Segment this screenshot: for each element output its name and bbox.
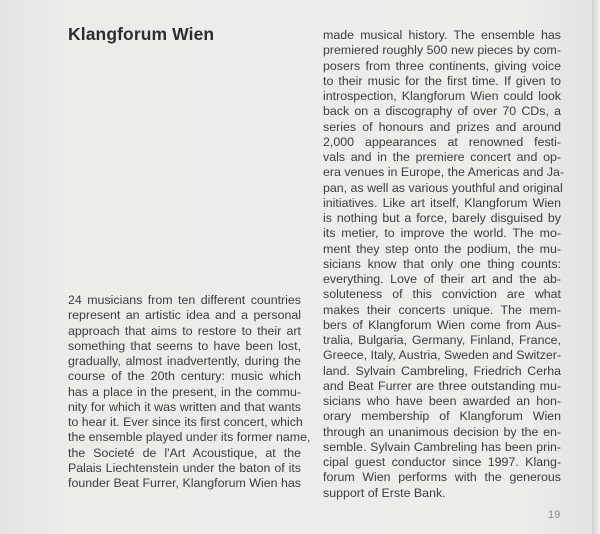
text-line: nity for which it was written and that wants <box>68 399 301 414</box>
text-line: Palais Liechtenstein under the baton of its <box>68 460 301 475</box>
text-line: premiered roughly 500 new pieces by com- <box>323 43 561 58</box>
text-line: pan, as well as various youthful and original <box>323 180 563 195</box>
page-number: 19 <box>548 509 561 521</box>
text-line: vals and in the premiere concert and op- <box>323 150 561 164</box>
text-line: era venues in Europe, the Americas and Ja- <box>323 165 565 180</box>
text-line: ment they step onto the podium, the mu- <box>323 241 561 256</box>
text-line: its metier, to improve the world. The mo- <box>323 226 561 241</box>
text-line: founder Beat Furrer, Klangforum Wien has <box>68 476 301 490</box>
page-title: Klangforum Wien <box>68 24 215 44</box>
text-line: land. Sylvain Cambreling, Friedrich Cerha <box>323 363 561 378</box>
text-line: soluteness of this conviction are what <box>323 287 561 302</box>
text-line: everything. Love of their art and the ab- <box>323 272 561 286</box>
text-line: made musical history. The ensemble has <box>323 28 561 42</box>
text-line: support of Erste Bank. <box>323 485 446 500</box>
text-line: and Beat Furrer are three outstanding mu- <box>323 378 561 393</box>
text-line: cipal guest conductor since 1997. Klang- <box>323 455 561 469</box>
text-line: to hear it. Ever since its first concert, which <box>68 415 303 429</box>
text-line: semble. Sylvain Cambreling has been prin- <box>323 439 561 454</box>
text-line: sicians who have been awarded an hon- <box>323 394 561 408</box>
text-line: represent an artistic idea and a personal <box>68 308 301 323</box>
left-text-column <box>68 293 311 491</box>
text-line: sicians know that only one thing counts: <box>323 256 561 271</box>
text-line: the ensemble played under its former name, <box>68 430 311 445</box>
text-line: Greece, Italy, Austria, Sweden and Switzer- <box>323 348 562 363</box>
text-line: tralia, Bulgaria, Germany, Finland, France, <box>323 333 561 347</box>
page-gutter-edge <box>592 0 600 534</box>
text-line: forum Wien performs with the generous <box>323 470 561 485</box>
text-line: introspection, Klangforum Wien could look <box>323 89 561 103</box>
text-line: approach that aims to restore to their art <box>68 323 301 338</box>
text-line: 2,000 appearances at renowned festi- <box>323 134 561 149</box>
text-line: the Societé de l'Art Acoustique, at the <box>68 445 301 460</box>
text-line: orary membership of Klangforum Wien <box>323 409 561 424</box>
text-line: something that seems to have been lost, <box>68 338 301 353</box>
text-line: 24 musicians from ten different countries <box>68 293 301 307</box>
text-line: is nothing but a force, barely disguised by <box>323 211 561 225</box>
text-line: back on a discography of over 70 CDs, a <box>323 104 561 119</box>
text-line: course of the 20th century: music which <box>68 369 301 384</box>
text-line: through an unanimous decision by the en- <box>323 424 561 439</box>
text-line: has a place in the present, in the commu- <box>68 384 301 399</box>
text-line: series of honours and prizes and around <box>323 119 561 134</box>
text-line: gradually, almost inadvertently, during the <box>68 354 301 368</box>
text-line: initiatives. Like art itself, Klangforum Wien <box>323 195 561 210</box>
text-line: posers from three continents, giving voice <box>323 58 561 73</box>
text-line: bers of Klangforum Wien come from Aus- <box>323 317 561 332</box>
right-text-column <box>323 28 565 501</box>
text-line: to their music for the first time. If given to <box>323 73 561 88</box>
text-line: makes their concerts unique. The mem- <box>323 302 561 317</box>
